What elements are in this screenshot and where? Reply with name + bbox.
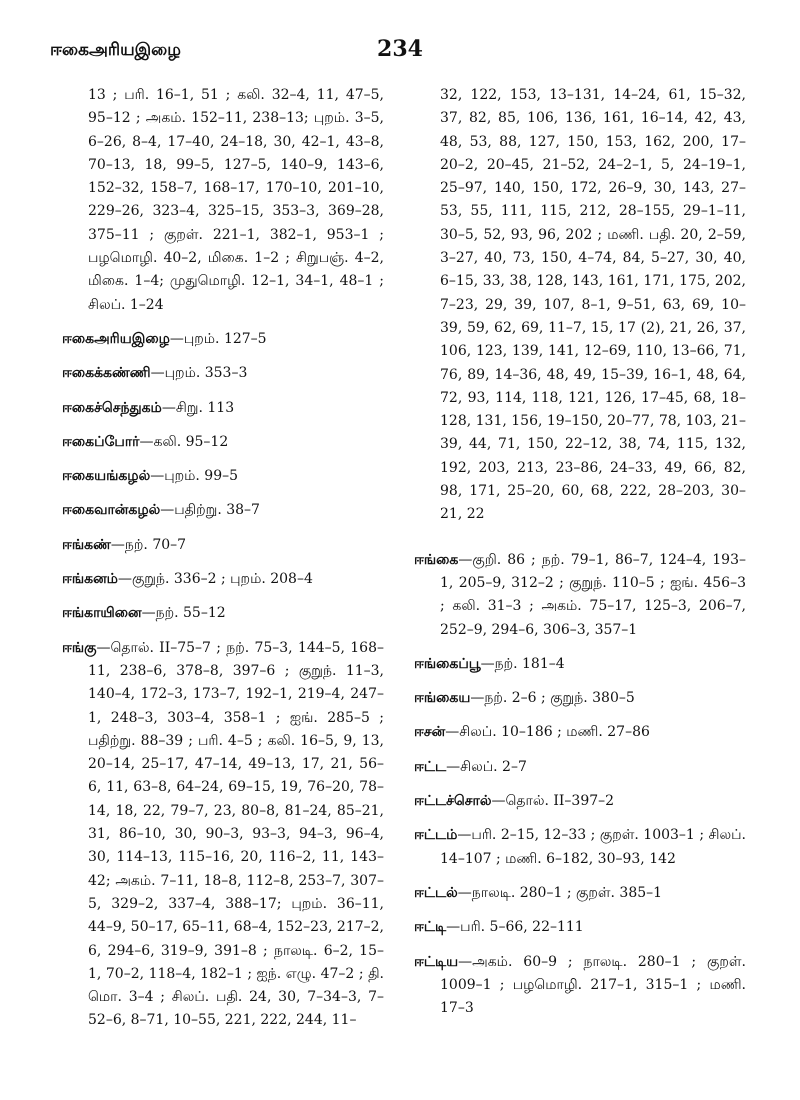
entry-headword: ஈங்காயினை <box>62 605 142 622</box>
entry-refs: —குறுந். 336–2 ; புறம். 208–4 <box>117 571 313 588</box>
entry-headword: ஈட்டி <box>414 919 447 936</box>
entry-refs: —நற். 2–6 ; குறுந். 380–5 <box>470 690 635 707</box>
index-entry <box>414 951 746 1021</box>
entry-headword: ஈங்கைப்பூ <box>414 655 481 672</box>
entry-refs: —குறி. 86 ; நற். 79–1, 86–7, 124–4, 193–1, 205–9, 312–2 ; குறுந். 110–5 ; ஐங். 456–3 ; கலி. 31–3 ; அகம். 75–17, 125–3, 206–7, 252–9, 294–6, 306–3, 357–1 <box>440 551 746 638</box>
entry-headword: ஈங்கைய <box>414 690 471 707</box>
entry-headword: ஈட்டச்சொல் <box>414 793 492 810</box>
entry-headword: ஈங்கை <box>414 551 459 568</box>
index-entry <box>62 362 384 385</box>
entry-refs: —நாலடி. 280–1 ; குறள். 385–1 <box>457 884 663 901</box>
index-entry <box>62 637 384 1033</box>
entry-headword: ஈசன் <box>414 724 446 741</box>
entry-refs: —சிலப். 2–7 <box>446 758 527 775</box>
entry-headword: ஈகைவான்கழல் <box>62 502 161 519</box>
index-entry <box>414 549 746 642</box>
running-head: ஈகைஅரியஇழை <box>50 40 181 60</box>
entry-refs: —நற். 55–12 <box>141 605 226 622</box>
entry-refs: —அகம். 60–9 ; நாலடி. 280–1 ; குறள். 1009–1 ; பழமொழி. 217–1, 315–1 ; மணி. 17–3 <box>440 953 746 1017</box>
entry-headword: ஈட்டிய <box>414 953 459 970</box>
entry-headword: ஈட்ட <box>414 758 447 775</box>
index-entry <box>414 916 746 939</box>
index-entry <box>62 534 384 557</box>
entry-refs: —புறம். 353–3 <box>150 365 248 382</box>
entry-refs: —கலி. 95–12 <box>139 433 229 450</box>
index-entry <box>414 824 746 871</box>
index-entry <box>62 568 384 591</box>
index-entry <box>414 721 746 744</box>
left-column <box>62 84 384 1044</box>
entry-refs: —தொல். II–75–7 ; நற். 75–3, 144–5, 168–11, 238–6, 378–8, 397–6 ; குறுந். 11–3, 140–4, 172–3, 173–7, 192–1, 219–4, 247–1, 248–3, 303–4, 358–1 ; ஐங். 285–5 ; பதிற்று. 88–39 ; பரி. 4–5 ; கலி. 16–5, 9, 13, 20–14, 25–17, 47–14, 49–13, 17, 21, 56–6, 11, 63–8, 64–24, 69–15, 19, 76–20, 78–14, 18, 22, 79–7, 23, 80–8, 81–24, 85–21, 31, 86–10, 30, 90–3, 93–3, 94–3, 96–4, 30, 114–13, 115–16, 20, 116–2, 11, 143–42; அகம். 7–11, 18–8, 112–8, 253–7, 307–5, 329–2, 337–4, 388–17; புறம். 36–11, 44–9, 50–17, 65–11, 68–4, 152–23, 217–2, 6, 294–6, 319–9, 391–8 ; நாலடி. 6–2, 15–1, 70–2, 118–4, 182–1 ; ஐந். எழு. 47–2 ; தி. மொ. 3–4 ; சிலப். பதி. 24, 30, 7–34–3, 7–52–6, 8–71, 10–55, 221, 222, 244, 11– <box>88 639 384 1029</box>
right-column <box>414 84 746 1031</box>
index-entry <box>62 431 384 454</box>
index-entry: 32, 122, 153, 13–131, 14–24, 61, 15–32, 37, 82, 85, 106, 136, 161, 16–14, 42, 43, 48, 53, 88, 127, 150, 153, 162, 200, 17–20–2, 20–45, 21–52, 24–2–1, 5, 24–19–1, 25–97, 140, 150, 172, 26–9, 30, 143, 27–53, 55, 111, 115, 212, 28–155, 29–1–11, 30–5, 52, 93, 96, 202 ; மணி. பதி. 20, 2–59, 3–27, 40, 73, 150, 4–74, 84, 5–27, 30, 40, 6–15, 33, 38, 128, 143, 161, 171, 175, 202, 7–23, 29, 39, 107, 8–1, 9–51, 63, 69, 10–39, 59, 62, 69, 11–7, 15, 17 (2), 21, 26, 37, 106, 123, 139, 141, 12–69, 110, 13–66, 71, 76, 89, 14–36, 48, 49, 15–39, 16–1, 48, 64, 72, 93, 114, 118, 121, 126, 17–45, 68, 18–128, 131, 156, 19–150, 20–77, 78, 103, 21–39, 44, 71, 150, 22–12, 38, 74, 115, 132, 192, 203, 213, 23–86, 24–33, 49, 66, 82, 98, 171, 25–20, 60, 68, 222, 28–203, 30–21, 22 <box>440 87 746 523</box>
entry-refs: —பதிற்று. 38–7 <box>160 502 260 519</box>
entry-refs: —சிறு. 113 <box>161 399 235 416</box>
entry-headword: ஈகையங்கழல் <box>62 468 151 485</box>
index-entry <box>414 756 746 779</box>
entry-refs: —பரி. 5–66, 22–111 <box>446 919 584 936</box>
entry-refs: —புறம். 127–5 <box>169 330 267 347</box>
entry-headword: ஈங்கண் <box>62 536 111 553</box>
entry-headword: ஈங்கு <box>62 639 97 656</box>
entry-refs: —புறம். 99–5 <box>150 468 239 485</box>
entry-headword: ஈகைப்போர் <box>62 433 140 450</box>
entry-headword: ஈகைஅரியஇழை <box>62 330 170 347</box>
index-entry <box>62 499 384 522</box>
index-entry <box>414 687 746 710</box>
index-entry <box>414 882 746 905</box>
index-entry <box>414 790 746 813</box>
index-entry <box>62 328 384 351</box>
entry-headword: ஈகைச்செந்துகம் <box>62 399 162 416</box>
entry-refs: —தொல். II–397–2 <box>491 793 615 810</box>
index-entry <box>62 397 384 420</box>
index-entry <box>62 602 384 625</box>
entry-refs: —சிலப். 10–186 ; மணி. 27–86 <box>445 724 650 741</box>
entry-refs: —நற். 181–4 <box>480 655 565 672</box>
page-number: 234 <box>377 36 423 62</box>
entry-headword: ஈங்கனம் <box>62 571 118 588</box>
index-entry <box>62 465 384 488</box>
index-entry <box>414 653 746 676</box>
entry-refs: —பரி. 2–15, 12–33 ; குறள். 1003–1 ; சிலப். 14–107 ; மணி. 6–182, 30–93, 142 <box>440 827 746 867</box>
entry-refs: —நற். 70–7 <box>110 536 187 553</box>
index-entry: 13 ; பரி. 16–1, 51 ; கலி. 32–4, 11, 47–5, 95–12 ; அகம். 152–11, 238–13; புறம். 3–5, 6–26, 8–4, 17–40, 24–18, 30, 42–1, 43–8, 70–13, 18, 99–5, 127–5, 140–9, 143–6, 152–32, 158–7, 168–17, 170–10, 201–10, 229–26, 323–4, 325–15, 353–3, 369–28, 375–11 ; குறள். 221–1, 382–1, 953–1 ; பழமொழி. 40–2, மிகை. 1–2 ; சிறுபஞ். 4–2, மிகை. 1–4; முதுமொழி. 12–1, 34–1, 48–1 ; சிலப். 1–24 <box>88 87 384 313</box>
entry-headword: ஈகைக்கண்ணி <box>62 365 151 382</box>
entry-headword: ஈட்டம் <box>414 827 458 844</box>
entry-headword: ஈட்டல் <box>414 884 458 901</box>
